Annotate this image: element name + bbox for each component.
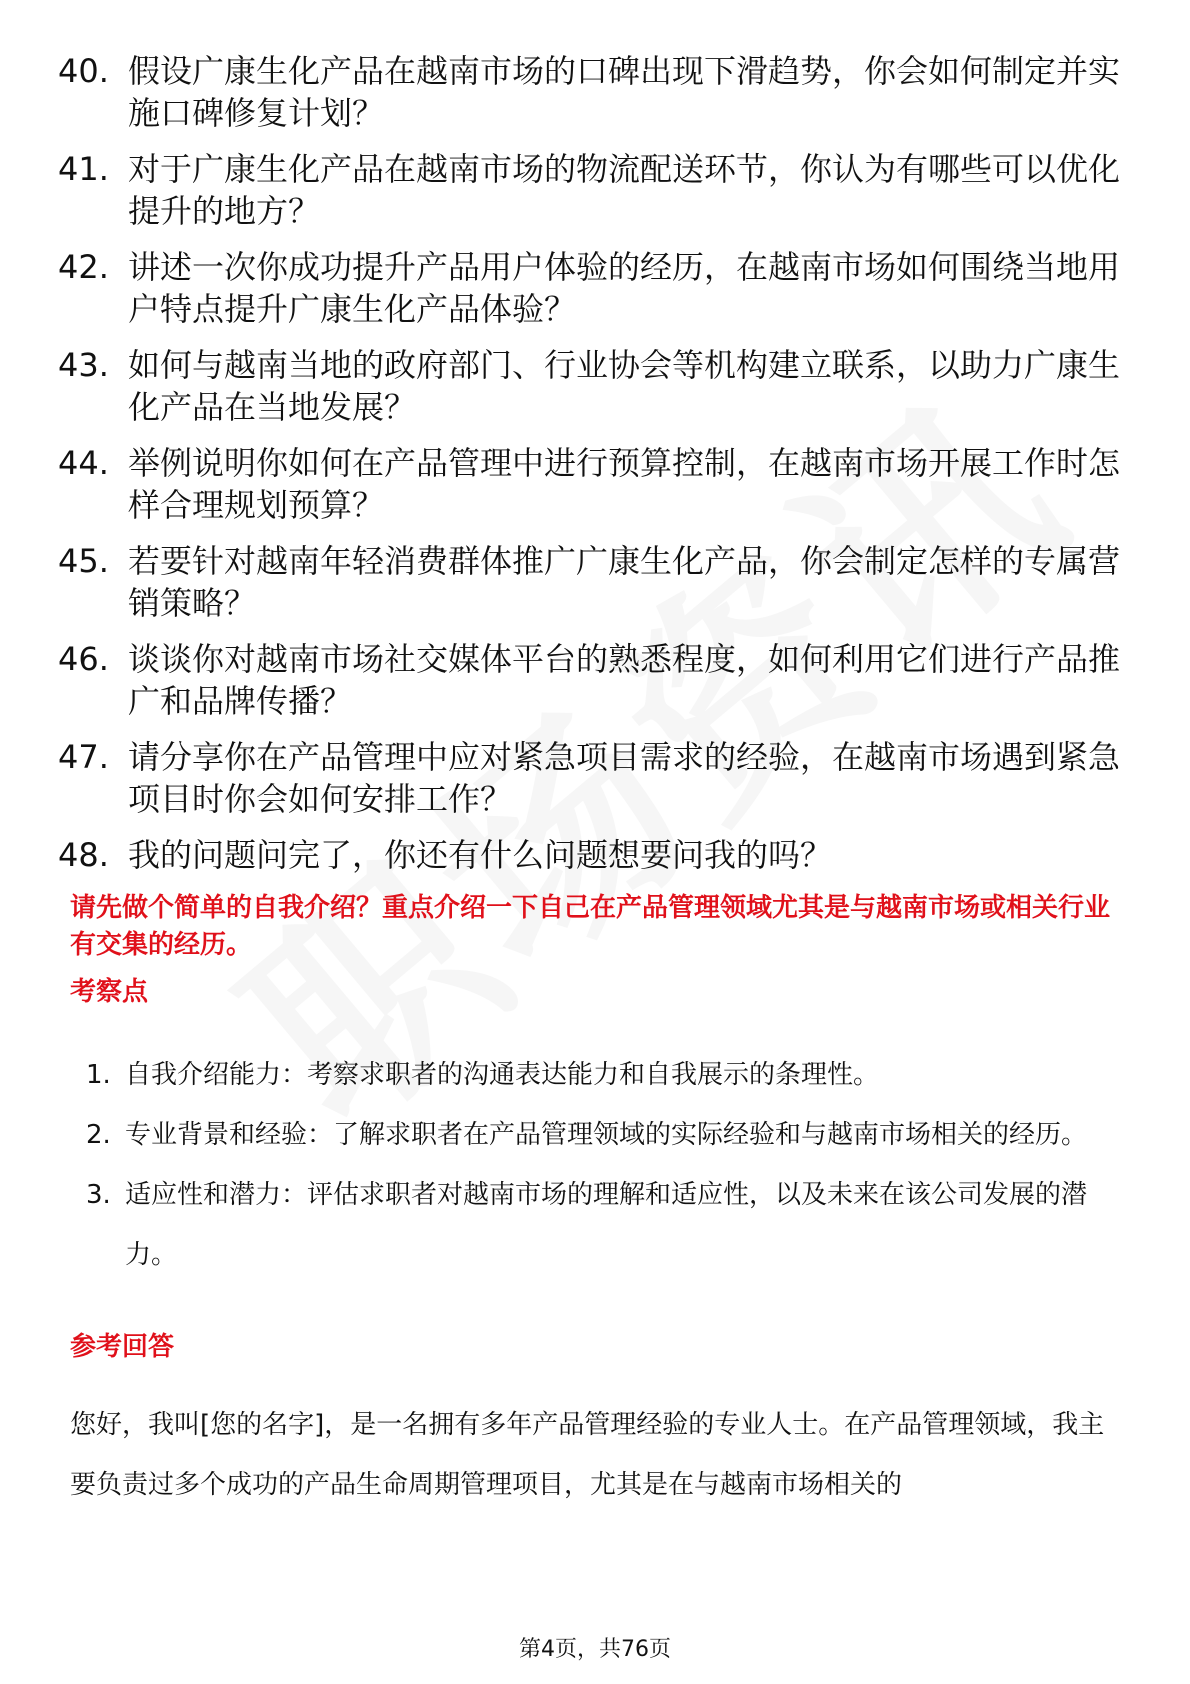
point-number: 1.	[86, 1060, 111, 1090]
question-number: 43.	[58, 346, 109, 384]
point-number: 2.	[86, 1120, 111, 1150]
question-number: 48.	[58, 836, 109, 874]
question-text: 若要针对越南年轻消费群体推广广康生化产品，你会制定怎样的专属营销策略？	[128, 542, 1121, 622]
list-item	[58, 834, 1128, 876]
question-text: 我的问题问完了，你还有什么问题想要问我的吗？	[128, 836, 833, 874]
list-item	[80, 1045, 1130, 1105]
question-list	[58, 50, 1128, 890]
question-number: 45.	[58, 542, 109, 580]
points-list	[80, 1045, 1130, 1285]
question-number: 44.	[58, 444, 109, 482]
question-text: 对于广康生化产品在越南市场的物流配送环节，你认为有哪些可以优化提升的地方？	[128, 150, 1121, 230]
page-footer: 第4页，共76页	[519, 1637, 671, 1662]
list-item	[58, 540, 1128, 624]
question-text: 请分享你在产品管理中应对紧急项目需求的经验，在越南市场遇到紧急项目时你会如何安排工作？	[128, 738, 1121, 818]
question-text: 如何与越南当地的政府部门、行业协会等机构建立联系，以助力广康生化产品在当地发展？	[128, 346, 1121, 426]
list-item	[58, 442, 1128, 526]
question-number: 47.	[58, 738, 109, 776]
point-text: 专业背景和经验：了解求职者在产品管理领域的实际经验和与越南市场相关的经历。	[125, 1120, 1088, 1150]
list-item	[58, 148, 1128, 232]
question-text: 举例说明你如何在产品管理中进行预算控制，在越南市场开展工作时怎样合理规划预算？	[128, 444, 1121, 524]
list-item	[58, 344, 1128, 428]
points-heading: 考察点	[70, 977, 149, 1007]
section-title: 请先做个简单的自我介绍？重点介绍一下自己在产品管理领域尤其是与越南市场或相关行业有交集的经历。	[70, 893, 1111, 960]
list-item	[80, 1105, 1130, 1165]
list-item	[58, 638, 1128, 722]
question-text: 假设广康生化产品在越南市场的口碑出现下滑趋势，你会如何制定并实施口碑修复计划？	[128, 52, 1121, 132]
answer-paragraph: 您好，我叫[您的名字]，是一名拥有多年产品管理经验的专业人士。在产品管理领域，我主要负责过多个成功的产品生命周期管理项目，尤其是在与越南市场相关的	[70, 1410, 1105, 1500]
list-item	[58, 246, 1128, 330]
list-item	[80, 1165, 1130, 1285]
question-text: 讲述一次你成功提升产品用户体验的经历，在越南市场如何围绕当地用户特点提升广康生化产品体验？	[128, 248, 1121, 328]
question-text: 谈谈你对越南市场社交媒体平台的熟悉程度，如何利用它们进行产品推广和品牌传播？	[128, 640, 1121, 720]
question-number: 42.	[58, 248, 109, 286]
point-text: 自我介绍能力：考察求职者的沟通表达能力和自我展示的条理性。	[125, 1060, 880, 1090]
question-number: 41.	[58, 150, 109, 188]
list-item	[58, 50, 1128, 134]
point-text: 适应性和潜力：评估求职者对越南市场的理解和适应性，以及未来在该公司发展的潜力。	[125, 1180, 1088, 1270]
list-item	[58, 736, 1128, 820]
question-number: 40.	[58, 52, 109, 90]
answer-heading: 参考回答	[70, 1332, 175, 1362]
question-number: 46.	[58, 640, 109, 678]
point-number: 3.	[86, 1180, 111, 1210]
